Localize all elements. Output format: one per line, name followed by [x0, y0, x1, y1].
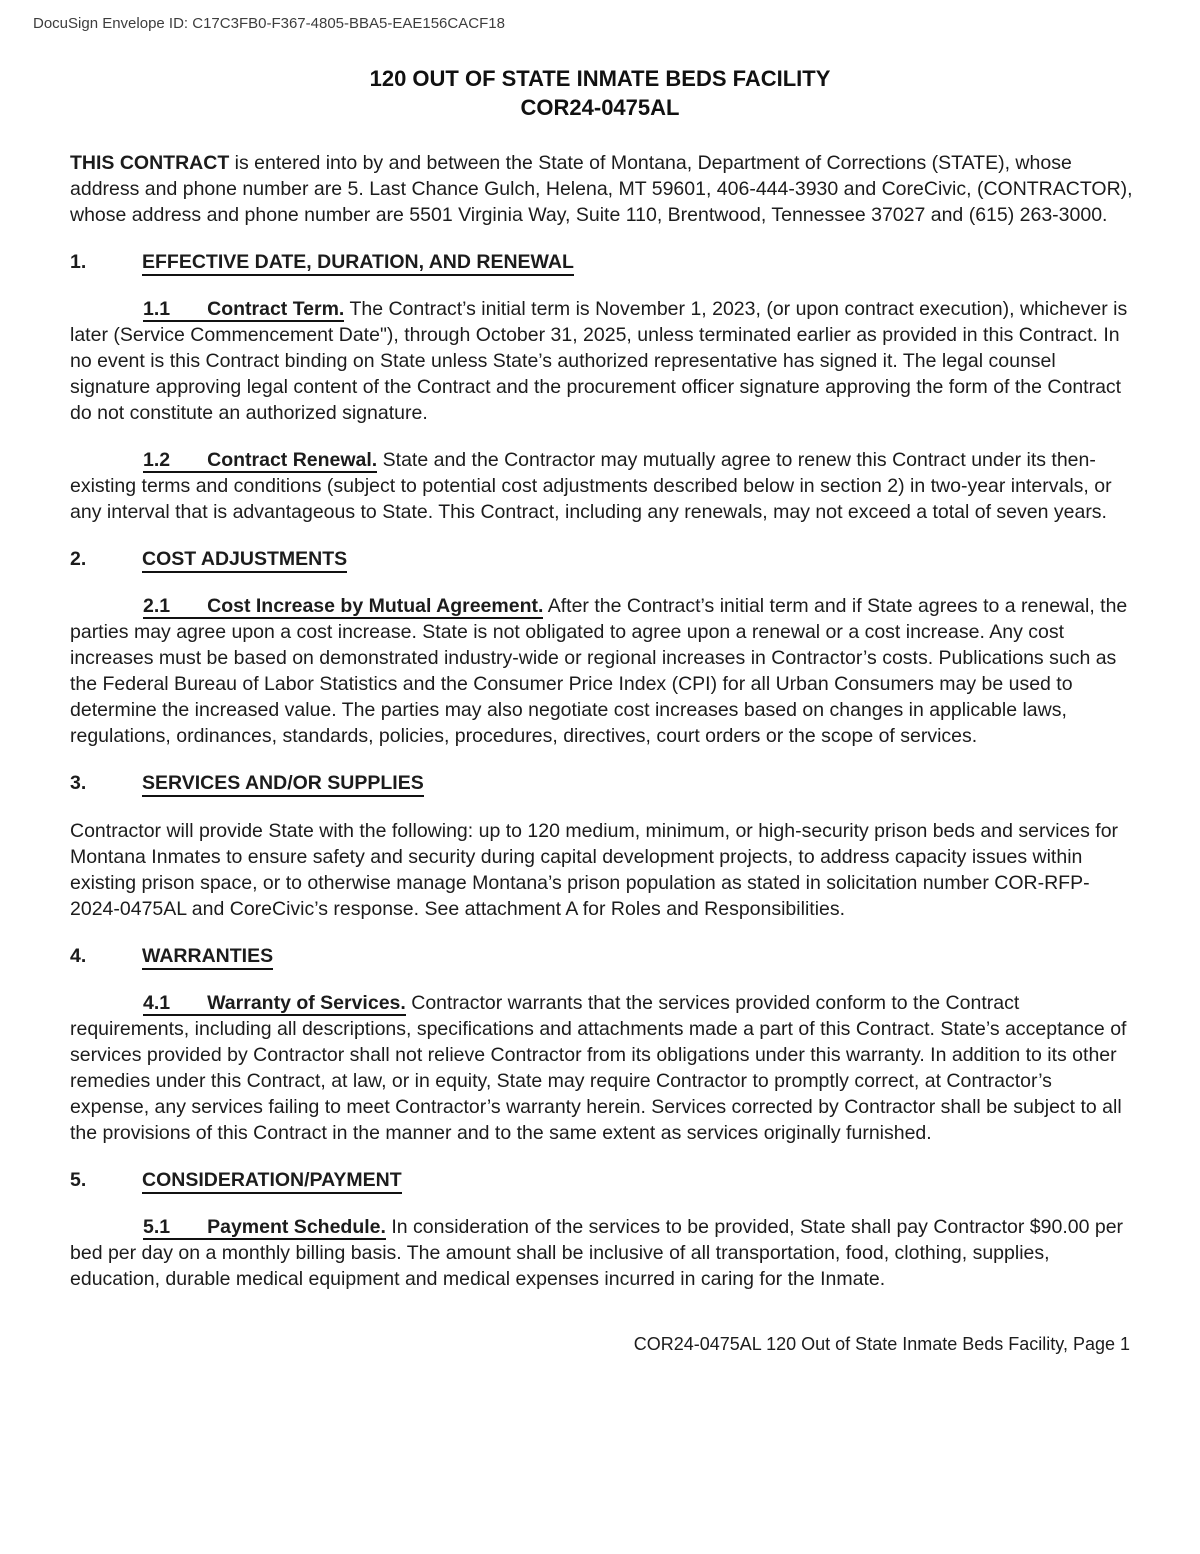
section-heading-1 [70, 249, 1134, 275]
page-footer: COR24-0475AL 120 Out of State Inmate Beds Facility, Page 1 [633, 1334, 1130, 1354]
document-title-block [0, 64, 1200, 122]
subsection-1-2 [70, 447, 1134, 525]
section-title: WARRANTIES [142, 945, 273, 970]
subsection-number: 5.1 [143, 1216, 171, 1238]
document-title: 120 OUT OF STATE INMATE BEDS FACILITY [369, 66, 831, 91]
docusign-envelope-id: DocuSign Envelope ID: C17C3FB0-F367-4805-BBA5-EAE156CACF18 [33, 15, 505, 32]
section-number: 2. [70, 548, 87, 570]
subsection-label: Contract Renewal. [207, 449, 378, 471]
subsection-heading [143, 1216, 386, 1240]
subsection-heading [143, 595, 543, 619]
section-heading-2 [70, 546, 1134, 572]
intro-lead: THIS CONTRACT [70, 152, 230, 174]
section-number: 3. [70, 772, 87, 794]
section-title: CONSIDERATION/PAYMENT [142, 1169, 402, 1194]
subsection-text: State and the Contractor may mutually agree to renew this Contract under its then-existing terms and conditions (subject to potential cost adjustments described below in section 2) in two-year intervals, or any interval that is advantageous to State. This Contract, including any renewals, may not exceed a total of seven years. [70, 449, 1112, 523]
subsection-2-1 [70, 593, 1134, 749]
subsection-label: Warranty of Services. [207, 992, 406, 1014]
intro-text: is entered into by and between the State of Montana, Department of Corrections (STATE), whose address and phone number are 5. Last Chance Gulch, Helena, MT 59601, 406-444-3930 and CoreCivic, (CONTRACTOR), whose address and phone number are 5501 Virginia Way, Suite 110, Brentwood, Tennessee 37027 and (615) 263-3000. [70, 152, 1133, 226]
subsection-number: 2.1 [143, 595, 171, 617]
document-body [0, 150, 1200, 1292]
section-title: EFFECTIVE DATE, DURATION, AND RENEWAL [142, 251, 574, 276]
subsection-number: 1.1 [143, 298, 171, 320]
section-number: 5. [70, 1169, 87, 1191]
section-heading-3 [70, 770, 1134, 796]
section-number: 1. [70, 251, 87, 273]
section-title: SERVICES AND/OR SUPPLIES [142, 772, 424, 797]
section-heading-4 [70, 943, 1134, 969]
subsection-text: The Contract’s initial term is November 1, 2023, (or upon contract execution), whichever is later (Service Commencement Date"), through October 31, 2025, unless terminated earlier as provided in this Contract. In no event is this Contract binding on State unless State’s authorized representative has signed it. The legal counsel signature approving legal content of the Contract and the procurement officer signature approving the form of the Contract do not constitute an authorized signature. [70, 298, 1128, 424]
subsection-4-1 [70, 990, 1134, 1146]
subsection-text: In consideration of the services to be provided, State shall pay Contractor $90.00 per bed per day on a monthly billing basis. The amount shall be inclusive of all transportation, food, clothing, supplies, education, durable medical equipment and medical expenses incurred in caring for the Inmate. [70, 1216, 1124, 1290]
subsection-5-1 [70, 1214, 1134, 1292]
section-number: 4. [70, 945, 87, 967]
subsection-text: After the Contract’s initial term and if State agrees to a renewal, the parties may agree upon a cost increase. State is not obligated to agree upon a renewal or a cost increase. Any cost increases must be based on demonstrated industry-wide or regional increases in Contractor’s costs. Publications such as the Federal Bureau of Labor Statistics and the Consumer Price Index (CPI) for all Urban Consumers may be used to determine the increased value. The parties may also negotiate cost increases based on changes in applicable laws, regulations, ordinances, standards, policies, procedures, directives, court orders or the scope of services. [70, 595, 1128, 747]
subsection-heading [143, 449, 377, 473]
subsection-heading [143, 992, 406, 1016]
section-title: COST ADJUSTMENTS [142, 548, 347, 573]
subsection-label: Cost Increase by Mutual Agreement. [207, 595, 544, 617]
subsection-1-1 [70, 296, 1134, 426]
intro-paragraph [70, 150, 1134, 228]
subsection-number: 1.2 [143, 449, 171, 471]
section-3-paragraph: Contractor will provide State with the following: up to 120 medium, minimum, or high-security prison beds and services for Montana Inmates to ensure safety and security during capital development projects, to address capacity issues within existing prison space, or to otherwise manage Montana’s prison population as stated in solicitation number COR-RFP-2024-0475AL and CoreCivic’s response. See attachment A for Roles and Responsibilities. [70, 820, 1119, 920]
subsection-label: Contract Term. [207, 298, 345, 320]
subsection-text: Contractor warrants that the services provided conform to the Contract requirements, including all descriptions, specifications and attachments made a part of this Contract. State’s acceptance of services provided by Contractor shall not relieve Contractor from its obligations under this warranty. In addition to its other remedies under this Contract, at law, or in equity, State may require Contractor to promptly correct, at Contractor’s expense, any services failing to meet Contractor’s warranty herein. Services corrected by Contractor shall be subject to all the provisions of this Contract in the manner and to the same extent as services originally furnished. [70, 992, 1127, 1144]
subsection-heading [143, 298, 344, 322]
section-heading-5 [70, 1167, 1134, 1193]
subsection-label: Payment Schedule. [207, 1216, 386, 1238]
subsection-number: 4.1 [143, 992, 171, 1014]
document-subtitle: COR24-0475AL [520, 95, 680, 120]
